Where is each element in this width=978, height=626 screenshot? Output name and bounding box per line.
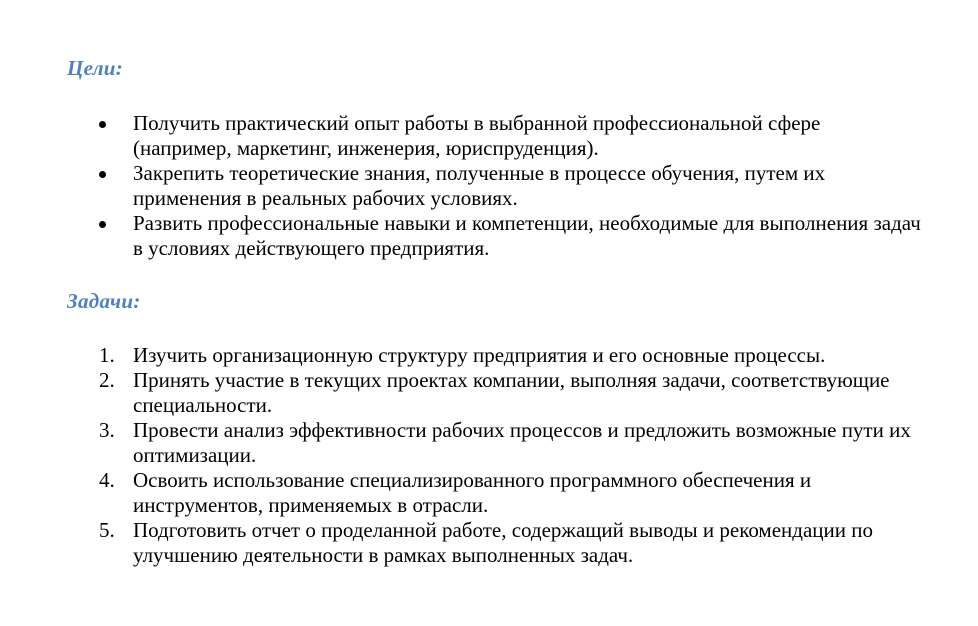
tasks-heading: Задачи: bbox=[67, 289, 141, 313]
task-number: 5. bbox=[99, 518, 115, 542]
task-text: Освоить использование специализированного программного обеспечения и инструментов, применяемых в отрасли. bbox=[133, 468, 812, 517]
goals-heading: Цели: bbox=[67, 56, 124, 80]
bullet-icon bbox=[99, 221, 106, 228]
task-item bbox=[0, 518, 978, 568]
task-text: Подготовить отчет о проделанной работе, содержащий выводы и рекомендации по улучшению деятельности в рамках выполненных задач. bbox=[133, 518, 873, 567]
task-item bbox=[0, 343, 978, 368]
goal-text: Развить профессиональные навыки и компетенции, необходимые для выполнения задач в условиях действующего предприятия. bbox=[133, 211, 921, 260]
task-text: Провести анализ эффективности рабочих процессов и предложить возможные пути их оптимизации. bbox=[133, 418, 911, 467]
bullet-icon bbox=[99, 121, 106, 128]
task-number: 4. bbox=[99, 468, 115, 492]
task-item bbox=[0, 368, 978, 418]
task-number: 2. bbox=[99, 368, 115, 392]
task-item bbox=[0, 418, 978, 468]
tasks-list bbox=[0, 343, 978, 568]
task-number: 1. bbox=[99, 343, 115, 367]
task-number: 3. bbox=[99, 418, 115, 442]
bullet-icon bbox=[99, 171, 106, 178]
goal-item bbox=[0, 161, 978, 211]
goal-text: Получить практический опыт работы в выбранной профессиональной сфере (например, маркетинг, инженерия, юриспруденция). bbox=[133, 111, 821, 160]
goal-text: Закрепить теоретические знания, полученные в процессе обучения, путем их применения в реальных рабочих условиях. bbox=[133, 161, 826, 210]
task-item bbox=[0, 468, 978, 518]
goal-item bbox=[0, 211, 978, 261]
goal-item bbox=[0, 111, 978, 161]
task-text: Принять участие в текущих проектах компании, выполняя задачи, соответствующие специальности. bbox=[133, 368, 890, 417]
goals-list bbox=[0, 111, 978, 261]
task-text: Изучить организационную структуру предприятия и его основные процессы. bbox=[133, 343, 826, 367]
